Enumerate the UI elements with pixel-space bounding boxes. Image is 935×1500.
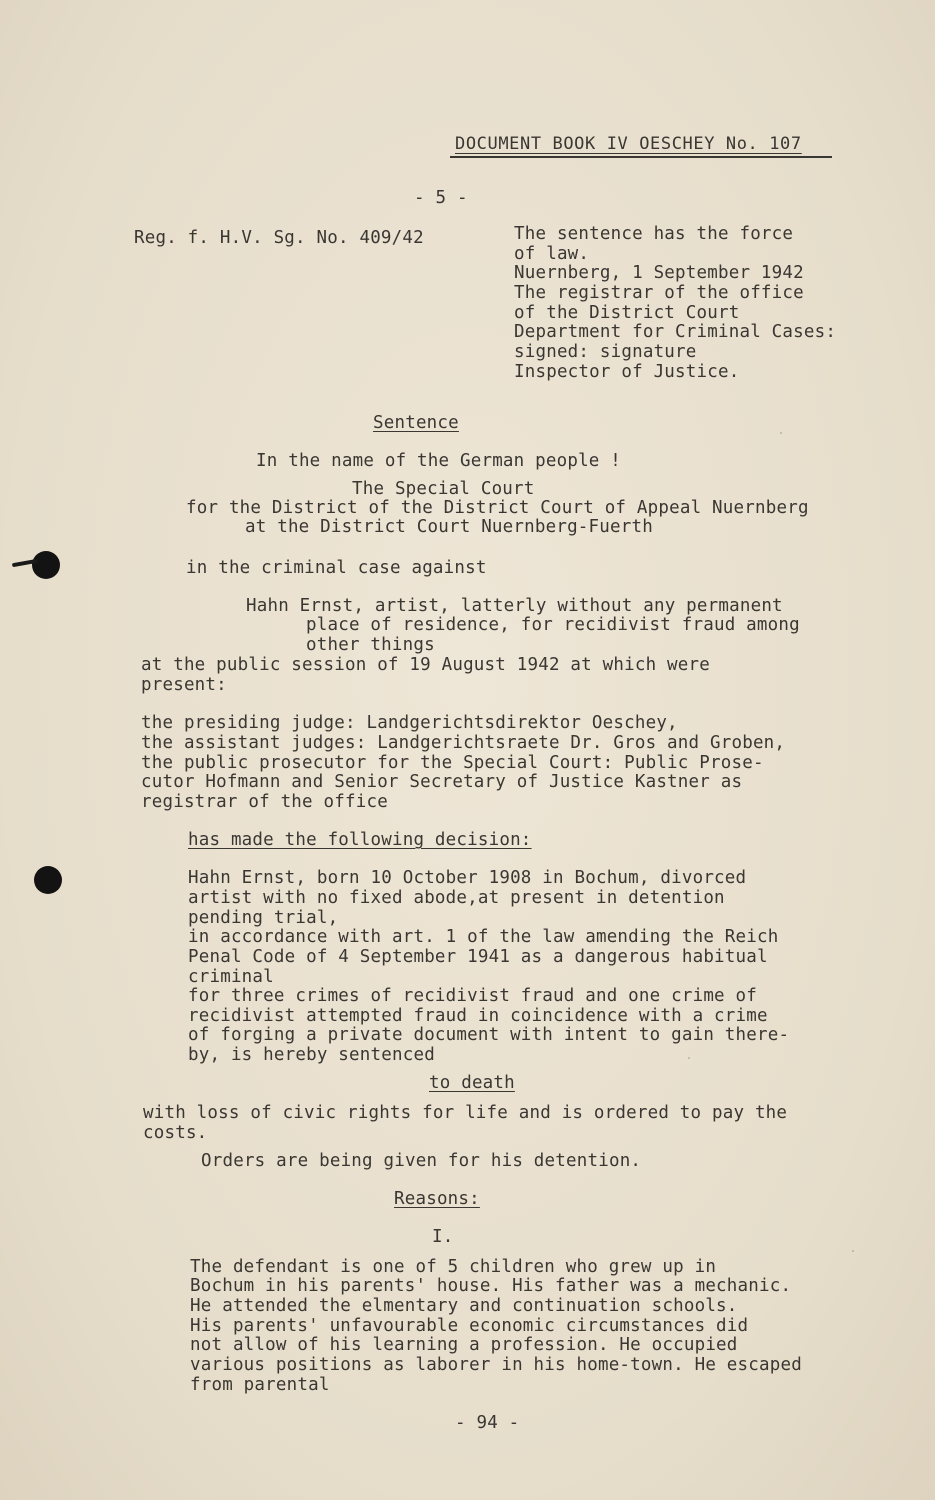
session-line: at the public session of 19 August 1942 at which were: [141, 655, 711, 675]
court-district: for the District of the District Court of Appeal Nuernberg: [186, 498, 809, 518]
force-of-law-line: of law.: [514, 244, 590, 264]
decision-line: artist with no fixed abode,at present in detention: [188, 888, 725, 908]
force-of-law-line: of the District Court: [514, 303, 740, 323]
document-reference: DOCUMENT BOOK IV OESCHEY No. 107: [455, 134, 802, 154]
force-of-law-line: Nuernberg, 1 September 1942: [514, 263, 804, 283]
decision-line: in accordance with art. 1 of the law amending the Reich: [188, 927, 779, 947]
section-number: I.: [432, 1227, 454, 1247]
present-line: the assistant judges: Landgerichtsraete Dr. Gros and Groben,: [141, 733, 786, 753]
invocation: In the name of the German people !: [256, 451, 622, 471]
decision-line: Penal Code of 4 September 1941 as a dangerous habitual: [188, 947, 768, 967]
penalty-line: with loss of civic rights for life and is ordered to pay the: [143, 1103, 788, 1123]
defendant-line: place of residence, for recidivist fraud among: [306, 615, 800, 635]
punch-hole: [32, 551, 60, 579]
force-of-law-line: The registrar of the office: [514, 283, 804, 303]
reasons-heading: Reasons:: [394, 1189, 480, 1209]
registry-number: Reg. f. H.V. Sg. No. 409/42: [134, 228, 424, 248]
decision-line: criminal: [188, 967, 274, 987]
force-of-law-line: Department for Criminal Cases:: [514, 322, 837, 342]
present-line: the presiding judge: Landgerichtsdirektor Oeschey,: [141, 713, 678, 733]
decision-line: Hahn Ernst, born 10 October 1908 in Bochum, divorced: [188, 868, 747, 888]
defendant-line: other things: [306, 635, 435, 655]
present-line: registrar of the office: [141, 792, 388, 812]
reasons-line: He attended the elmentary and continuation schools.: [190, 1296, 738, 1316]
force-of-law-line: Inspector of Justice.: [514, 362, 740, 382]
case-intro: in the criminal case against: [186, 558, 487, 578]
present-line: cutor Hofmann and Senior Secretary of Justice Kastner as: [141, 772, 743, 792]
force-of-law-line: signed: signature: [514, 342, 697, 362]
defendant-line: Hahn Ernst, artist, latterly without any permanent: [246, 596, 783, 616]
decision-heading: has made the following decision:: [188, 830, 532, 850]
page-marker: - 5 -: [414, 188, 468, 208]
court-location: at the District Court Nuernberg-Fuerth: [245, 517, 653, 537]
reasons-line: Bochum in his parents' house. His father was a mechanic.: [190, 1276, 792, 1296]
force-of-law-line: The sentence has the force: [514, 224, 794, 244]
reasons-line: His parents' unfavourable economic circumstances did: [190, 1316, 749, 1336]
court-name: The Special Court: [352, 479, 535, 499]
detention-order: Orders are being given for his detention.: [201, 1151, 642, 1171]
header-rule: [450, 156, 832, 158]
sentence-heading: Sentence: [373, 413, 459, 433]
decision-line: pending trial,: [188, 908, 339, 928]
punch-hole: [34, 866, 62, 894]
reasons-line: various positions as laborer in his home-town. He escaped: [190, 1355, 802, 1375]
present-line: the public prosecutor for the Special Court: Public Prose-: [141, 753, 764, 773]
session-line: present:: [141, 675, 227, 695]
verdict: to death: [429, 1073, 515, 1093]
decision-line: for three crimes of recidivist fraud and one crime of: [188, 986, 758, 1006]
decision-line: by, is hereby sentenced: [188, 1045, 435, 1065]
reasons-line: from parental: [190, 1375, 330, 1395]
decision-line: recidivist attempted fraud in coincidence with a crime: [188, 1006, 768, 1026]
penalty-line: costs.: [143, 1123, 208, 1143]
page-number: - 94 -: [455, 1413, 520, 1433]
reasons-line: not allow of his learning a profession. He occupied: [190, 1335, 738, 1355]
decision-line: of forging a private document with intent to gain there-: [188, 1025, 790, 1045]
reasons-line: The defendant is one of 5 children who grew up in: [190, 1257, 717, 1277]
